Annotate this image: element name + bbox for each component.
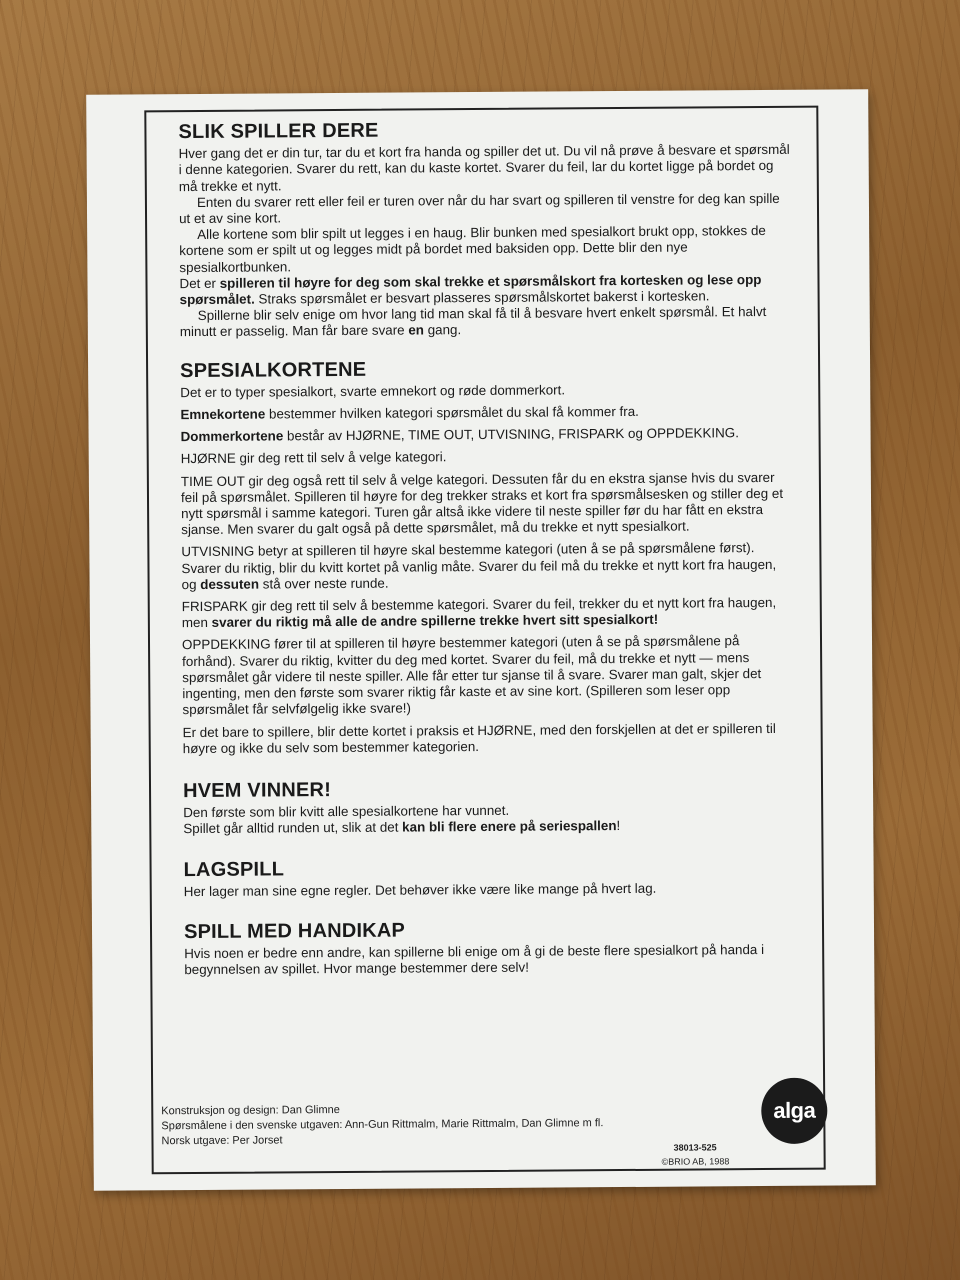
emphasis: Emnekortene [180, 406, 266, 423]
text-run: FRISPARK gir deg rett til selv å bestemme kategori. Svarer du feil, trekker du et nytt kort fra haugen, men [181, 595, 777, 631]
paragraph: TIME OUT gir deg også rett til selv å velge kategori. Dessuten får du en ekstra sjanse hvis du svarer feil på spørsmålet. Spilleren til høyre for deg trekker straks et kort fra spørsmålsesken og stiller deg et nytt spørsmål i samme kategori. Turen går altså ikke videre til neste spiller før du har fått en ekstra sjanse. Men svarer du galt også på dette spørsmålet, må du trekke et nytt spesialkort. [180, 469, 784, 538]
paragraph: Hvis noen er bedre enn andre, kan spillerne bli enige om å gi de beste flere spesialkort på handa i begynnelsen av spillet. Hvor mange bestemmer dere selv! [184, 942, 765, 978]
paragraph: Det er to typer spesialkort, svarte emnekort og røde dommerkort. [180, 382, 566, 400]
paragraph [179, 272, 791, 309]
logo-text: alga [773, 1097, 816, 1123]
paragraph [180, 304, 792, 341]
emphasis: Dommerkortene [180, 428, 284, 445]
text-run: Straks spørsmålet er besvart plasseres spørsmålskortet bakerst i kortesken. [254, 288, 710, 307]
paragraph: OPPDEKKING fører til at spilleren til høyre bestemmer kategori (uten å se på spørsmålene på forhånd). Svarer du riktig, kvitter du deg med kortet. Svarer du feil, må du trekke et nytt — mens spørsmålet går videre til neste spiller. Alle får etter tur sjanse til å svare. Svarer man galt, skjer det ingenting, men den første som svarer riktig får kaste et av sine kort. (Spilleren som leser opp spørsmålet får selvfølgelig ikke svare!) [181, 633, 762, 718]
paragraph [183, 817, 795, 837]
text-run: Spillerne blir selv enige om hvor lang tid man skal få til å besvare hvert enkelt spørsmål. Et halvt minutt er passelig. Man får bare svare [179, 304, 767, 340]
section-spill-med-handikap [184, 920, 796, 979]
text-run: består av HJØRNE, TIME OUT, UTVISNING, FRISPARK og OPPDEKKING. [283, 425, 739, 444]
text-run: UTVISNING betyr at spilleren til høyre skal bestemme kategori (uten å se på spørsmålene først). Svarer du riktig, blir du kvitt kortet på vanlig måte. Svarer du feil må du trekke et nytt kort fra haugen, og [181, 540, 777, 592]
text-run: stå over neste runde. [258, 575, 389, 592]
paragraph: HJØRNE gir deg rett til selv å velge kategori. [180, 449, 447, 467]
section-title: LAGSPILL [183, 857, 285, 881]
paragraph: Her lager man sine egne regler. Det behøver ikke være like mange på hvert lag. [183, 880, 657, 899]
rules-content [178, 120, 796, 1005]
credits [161, 1100, 721, 1149]
section-spesialkortene [180, 358, 795, 757]
text-run: Spillet går alltid runden ut, slik at det [183, 819, 403, 837]
section-lagspill [184, 857, 796, 900]
paragraph [181, 540, 793, 593]
emphasis: dessuten [200, 576, 260, 592]
alga-logo [761, 1078, 827, 1144]
paragraph: Hver gang det er din tur, tar du et kort fra handa og spiller det ut. Du vil nå prøve å besvare et spørsmål i denne kategorien. Svarer du rett, kan du kaste kortet. Svarer du feil, lar du kortet ligge på bordet og må trekke et nytt. [178, 142, 790, 194]
section-title: SPESIALKORTENE [180, 358, 367, 382]
rules-sheet [86, 89, 876, 1190]
section-hvem-vinner [183, 779, 795, 838]
section-title: SLIK SPILLER DERE [178, 119, 379, 144]
paragraph: Enten du svarer rett eller feil er turen over når du har svart og spilleren til venstre for deg kan spille ut et av sine kort. [178, 190, 780, 227]
credit-line: Konstruksjon og design: Dan Glimne [161, 1103, 340, 1118]
section-title: SPILL MED HANDIKAP [183, 919, 406, 944]
emphasis: kan bli flere enere på seriespallen [402, 818, 617, 835]
paragraph [180, 403, 792, 423]
section-slik-spiller-dere [178, 120, 791, 341]
paragraph [182, 595, 794, 632]
text-run: bestemmer hvilken kategori spørsmålet du skal få kommer fra. [265, 403, 639, 422]
copyright: ©BRIO AB, 1988 [661, 1156, 730, 1167]
credit-line: Spørsmålene i den svenske utgaven: Ann-Gun Rittmalm, Marie Rittmalm, Dan Glimne m fl. [161, 1117, 604, 1133]
section-title: HVEM VINNER! [182, 778, 332, 802]
paragraph [181, 425, 793, 445]
emphasis: svarer du riktig må alle de andre spillerne trekke hvert sitt spesialkort! [211, 612, 659, 631]
emphasis: spilleren til høyre for deg som skal trekke et spørsmålskort fra kortesken og lese opp spørsmålet. [179, 271, 762, 308]
text-run: gang. [423, 322, 462, 338]
paragraph: Den første som blir kvitt alle spesialkortene har vunnet. [183, 802, 510, 821]
text-run: Det er [179, 275, 220, 291]
text-run: ! [616, 818, 621, 834]
emphasis: en [408, 322, 425, 338]
credit-line: Norsk utgave: Per Jorset [161, 1134, 283, 1148]
paragraph: Er det bare to spillere, blir dette kortet i praksis et HJØRNE, med den forskjellen at det er spilleren til høyre og ikke du selv som bestemmer kategorien. [182, 720, 776, 756]
article-number: 38013-525 [673, 1142, 717, 1153]
paragraph: Alle kortene som blir spilt ut legges i en haug. Blir bunken med spesialkort brukt opp, stokkes de kortene som er spilt ut og legges midt på bordet med baksiden opp. Dette blir den nye spesialkortbunken. [179, 223, 766, 275]
